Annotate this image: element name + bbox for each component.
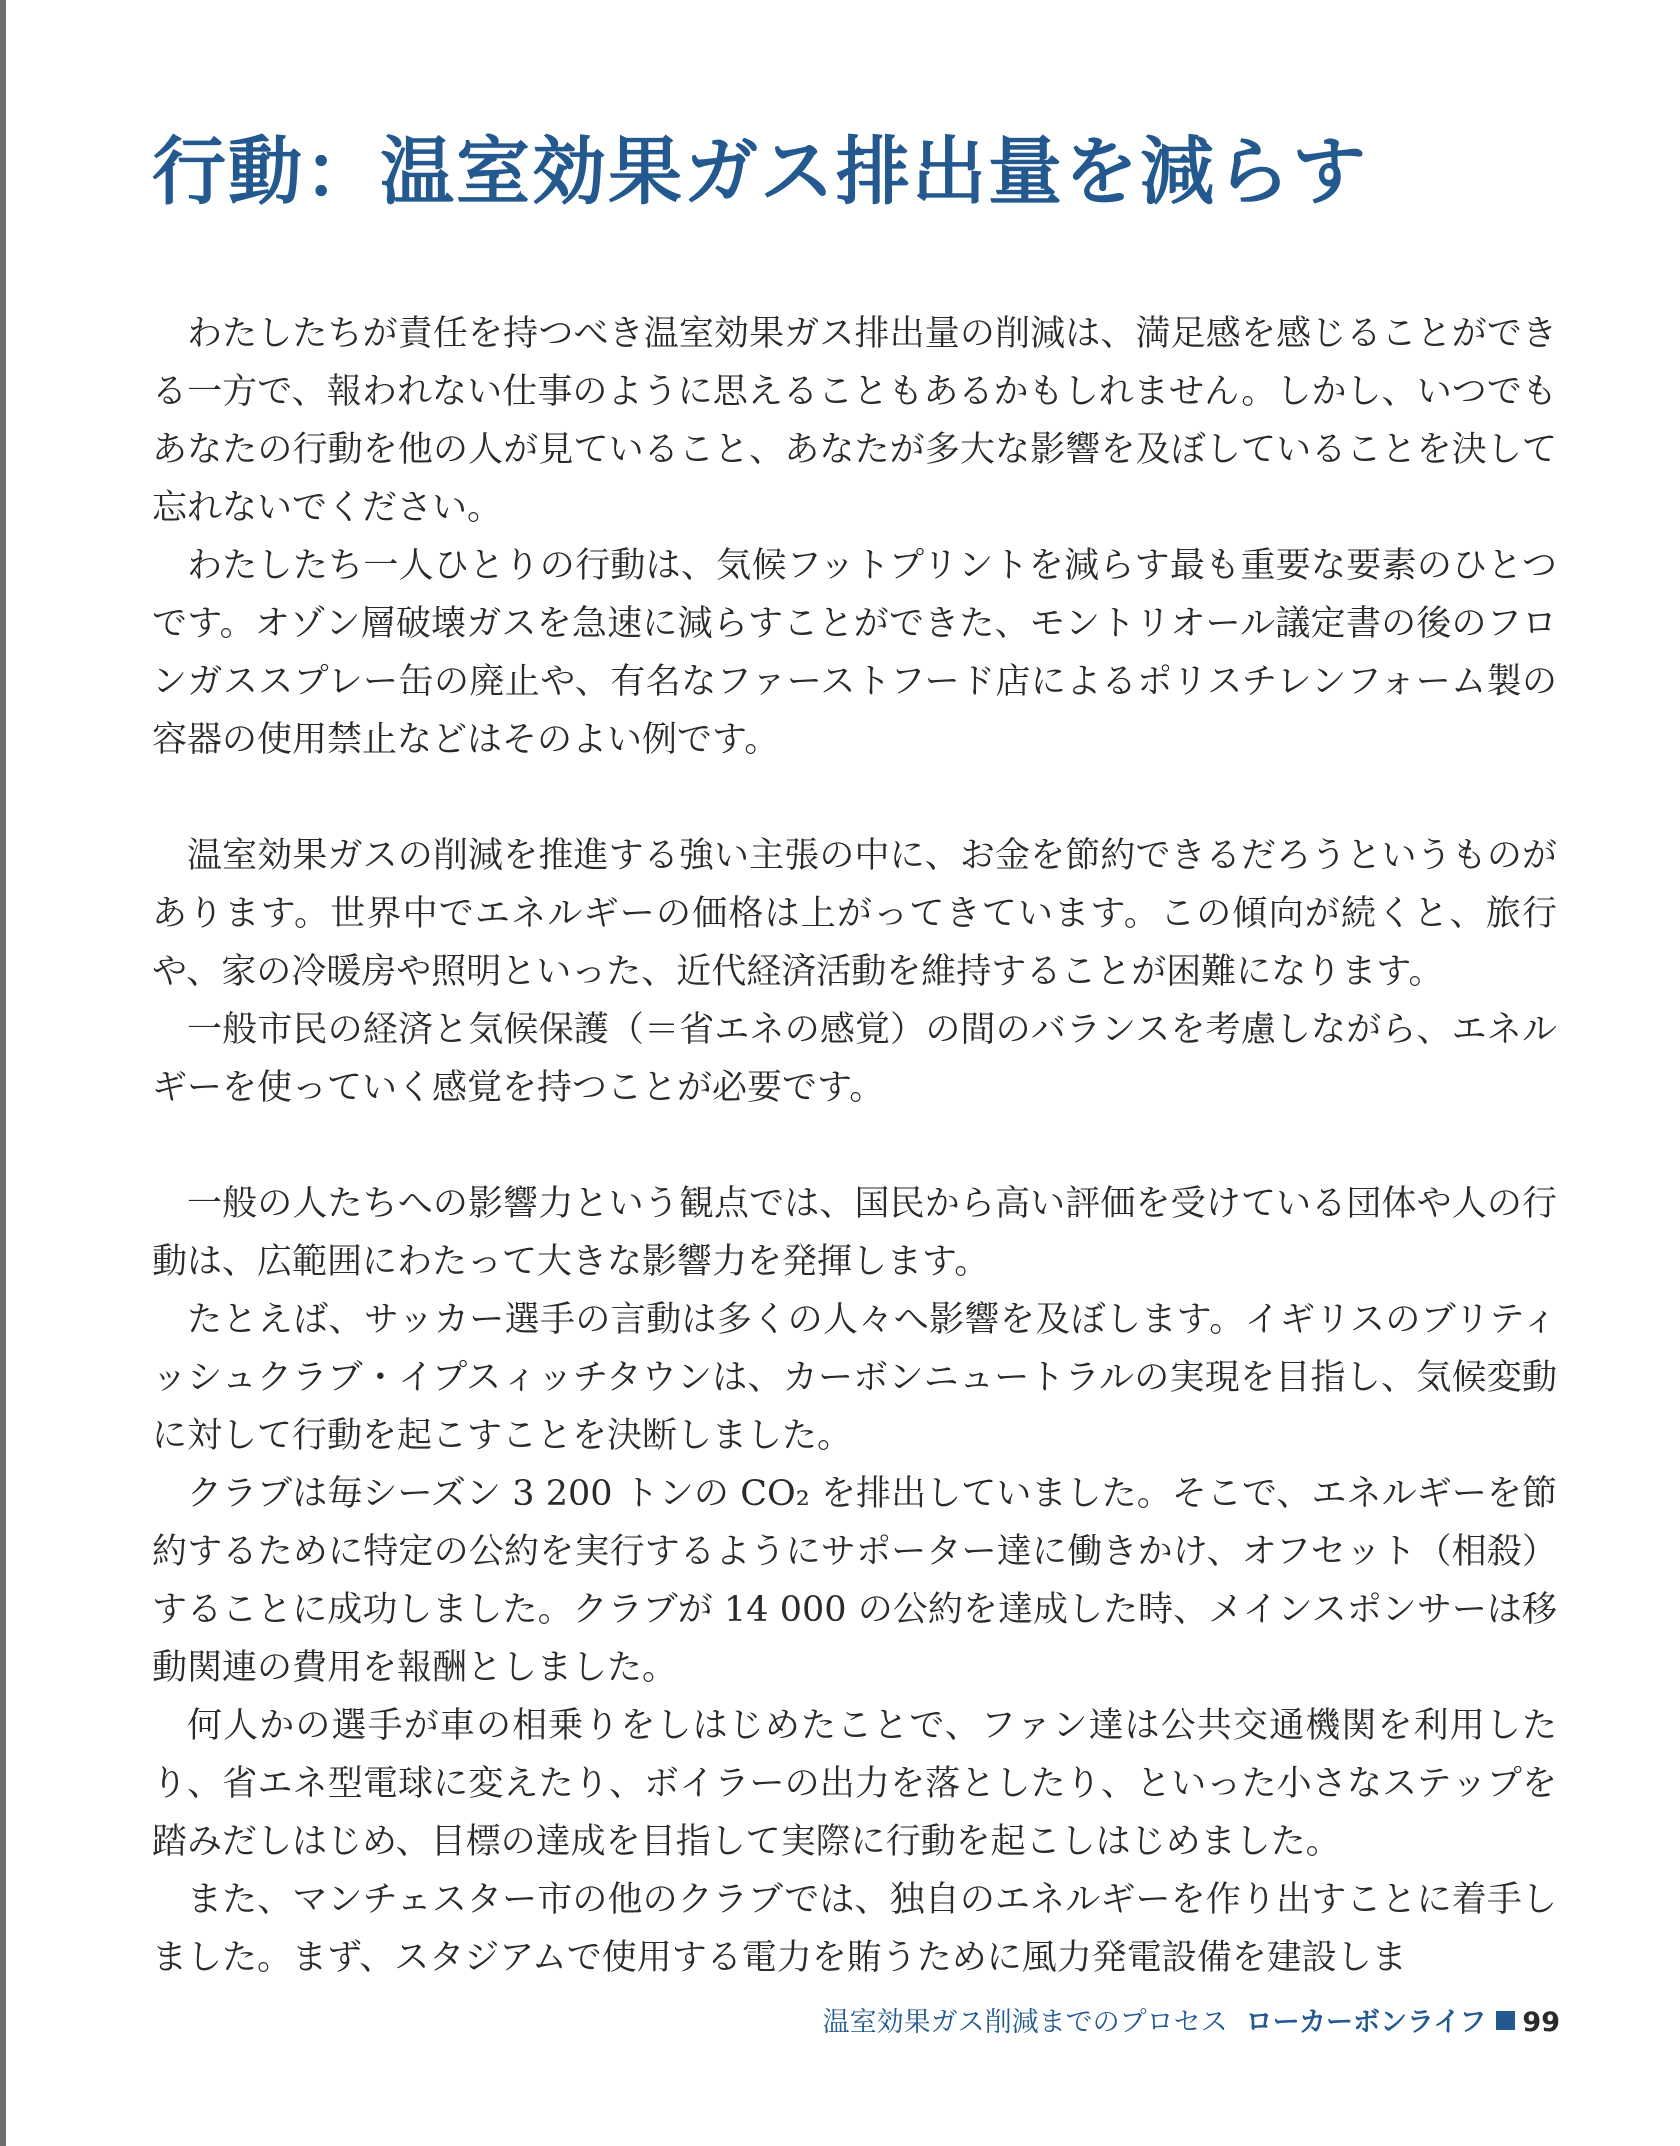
paragraph: 温室効果ガスの削減を推進する強い主張の中に、お金を節約できるだろうというものがあります。世界中でエネルギーの価格は上がってきています。この傾向が続くと、旅行や、家の冷暖房や照明といった、近代経済活動を維持することが困難になります。: [152, 836, 1557, 992]
paragraph: 一般市民の経済と気候保護（＝省エネの感覚）の間のバランスを考慮しながら、エネルギーを使っていく感覚を持つことが必要です。: [152, 1010, 1557, 1108]
paragraph: わたしたち一人ひとりの行動は、気候フットプリントを減らす最も重要な要素のひとつです。オゾン層破壊ガスを急速に減らすことができた、モントリオール議定書の後のフロンガススプレー缶の廃止や、有名なファーストフード店によるポリスチレンフォーム製の容器の使用禁止などはそのよい例です。: [152, 546, 1557, 760]
footer-book-title: ローカーボンライフ: [1245, 2007, 1487, 2038]
paragraph: たとえば、サッカー選手の言動は多くの人々へ影響を及ぼします。イギリスのブリティッシュクラブ・イプスィッチタウンは、カーボンニュートラルの実現を目指し、気候変動に対して行動を起こすことを決断しました。: [152, 1300, 1557, 1456]
body-text: [152, 305, 1557, 1987]
paragraph: クラブは毎シーズン 3 200 トンの CO₂ を排出していました。そこで、エネルギーを節約するために特定の公約を実行するようにサポーター達に働きかけ、オフセット（相殺）することに成功しました。クラブが 14 000 の公約を達成した時、メインスポンサーは移動関連の費用を報酬としました。: [152, 1474, 1557, 1688]
paragraph: わたしたちが責任を持つべき温室効果ガス排出量の削減は、満足感を感じることができる一方で、報われない仕事のように思えることもあるかもしれません。しかし、いつでもあなたの行動を他の人が見ていること、あなたが多大な影響を及ぼしていることを決して忘れないでください。: [152, 314, 1557, 528]
page-footer: [823, 2000, 1560, 2039]
page-title: 行動：温室効果ガス排出量を減らす: [152, 129, 1368, 215]
square-marker-icon: [1496, 2011, 1515, 2030]
footer-section-title: 温室効果ガス削減までのプロセス: [822, 2007, 1228, 2038]
page-edge-rule: [0, 0, 6, 2146]
paragraph: 何人かの選手が車の相乗りをしはじめたことで、ファン達は公共交通機関を利用したり、省エネ型電球に変えたり、ボイラーの出力を落としたり、といった小さなステップを踏みだしはじめ、目標の達成を目指して実際に行動を起こしはじめました。: [152, 1706, 1557, 1862]
paragraph: 一般の人たちへの影響力という観点では、国民から高い評価を受けている団体や人の行動は、広範囲にわたって大きな影響力を発揮します。: [152, 1184, 1557, 1282]
paragraph: また、マンチェスター市の他のクラブでは、独自のエネルギーを作り出すことに着手しました。まず、スタジアムで使用する電力を賄うために風力発電設備を建設しま: [152, 1880, 1557, 1978]
page-number: 99: [1522, 2007, 1560, 2038]
